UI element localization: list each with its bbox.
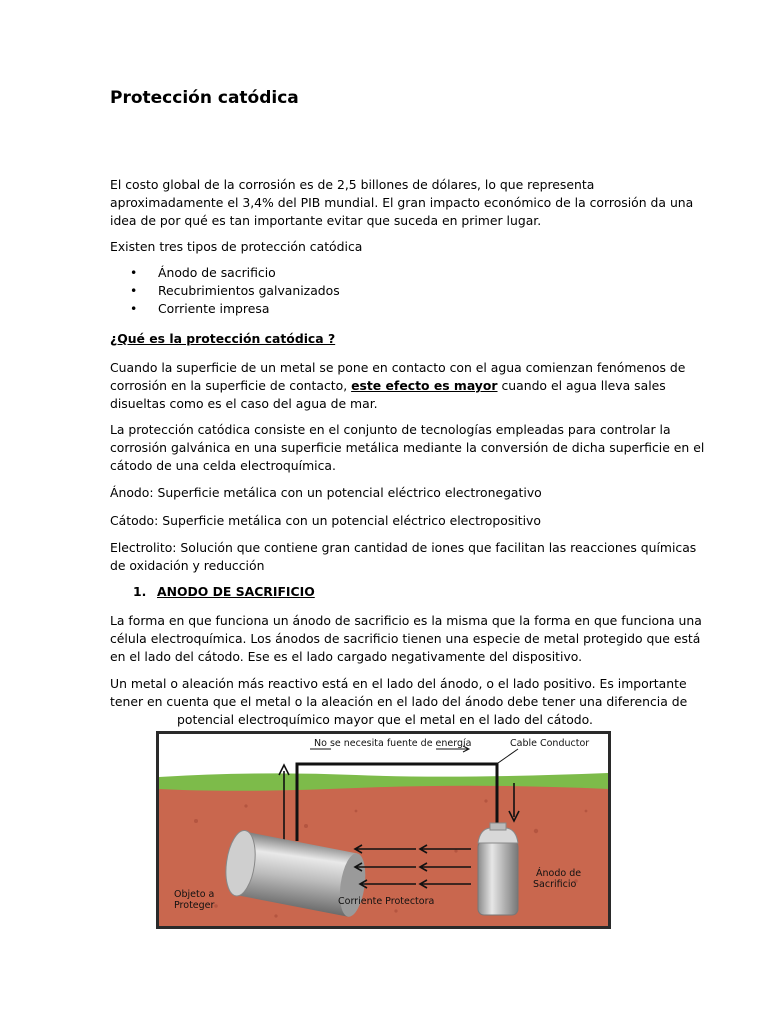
centered-line: potencial electroquímico mayor que el metal en el lado del cátodo. <box>177 712 593 727</box>
sacrificial-line: en el lado del cátodo. Ese es el lado cargado negativamente del dispositivo. <box>110 649 583 664</box>
sacrificial-line: célula electroquímica. Los ánodos de sacrificio tienen una especie de metal protegido que está <box>110 631 701 646</box>
electrolyte-definition <box>110 539 697 575</box>
cable-label: Cable Conductor <box>510 738 590 749</box>
types-intro <box>110 238 670 256</box>
list-item-label: Corriente impresa <box>158 301 270 316</box>
anode-label-line2: Sacrificio <box>533 879 577 890</box>
centered-line: tener en cuenta que el metal o la aleación en el lado del ánodo debe tener una diferencia de <box>110 694 688 709</box>
contact-paragraph <box>110 359 686 413</box>
contact-line: Cuando la superficie de un metal se pone en contacto con el agua comienzan fenómenos de <box>110 360 686 375</box>
sacrificial-paragraph <box>110 612 702 666</box>
current-label: Corriente Protectora <box>338 896 435 907</box>
section-heading <box>133 584 315 599</box>
no-energy-label: No se necesita fuente de energía <box>314 738 472 749</box>
cathode-definition-text: Cátodo: Superficie metálica con un potencial eléctrico electropositivo <box>110 513 541 528</box>
bullet-icon: • <box>130 283 138 298</box>
list-item-label: Ánodo de sacrificio <box>158 265 276 280</box>
anode-definition <box>110 484 670 502</box>
object-label-line1: Objeto a <box>174 889 215 900</box>
types-intro-text: Existen tres tipos de protección catódica <box>110 239 363 254</box>
list-item-label: Recubrimientos galvanizados <box>158 283 340 298</box>
intro-line: El costo global de la corrosión es de 2,5 billones de dólares, lo que representa <box>110 177 595 192</box>
electrolyte-line: Electrolito: Solución que contiene gran cantidad de iones que facilitan las reacciones químicas <box>110 540 697 555</box>
definition-line: corrosión galvánica en una superficie metálica mediante la conversión de dicha superficie en el <box>110 440 705 455</box>
contact-line-before: corrosión en la superficie de contacto, <box>110 378 352 393</box>
intro-line: idea de por qué es tan importante evitar que suceda en primer lugar. <box>110 213 542 228</box>
intro-paragraph <box>110 176 694 230</box>
cathodic-protection-figure <box>156 731 611 929</box>
list-item <box>110 282 340 300</box>
centered-line: Un metal o aleación más reactivo está en el lado del ánodo, o el lado positivo. Es importante <box>110 676 687 691</box>
list-item <box>110 264 340 282</box>
object-label-line2: Proteger <box>174 900 215 911</box>
cathode-definition <box>110 512 670 530</box>
bullet-icon: • <box>130 301 138 316</box>
definition-paragraph <box>110 421 705 475</box>
anode-definition-text: Ánodo: Superficie metálica con un potencial eléctrico electronegativo <box>110 485 542 500</box>
page-title: Protección catódica <box>110 88 299 108</box>
contact-line <box>110 377 670 395</box>
section-number: 1. <box>133 584 147 599</box>
section-title: ANODO DE SACRIFICIO <box>157 584 315 599</box>
figure-illustration <box>156 731 611 929</box>
sacrificial-line: La forma en que funciona un ánodo de sacrificio es la misma que la forma en que funciona una <box>110 613 702 628</box>
electrolyte-line: de oxidación y reducción <box>110 558 265 573</box>
types-list <box>110 264 340 318</box>
list-item <box>110 300 340 318</box>
centered-paragraph <box>110 675 688 729</box>
definition-line: cátodo de una celda electroquímica. <box>110 458 336 473</box>
question-heading: ¿Qué es la protección catódica ? <box>110 331 336 346</box>
definition-line: La protección catódica consiste en el conjunto de tecnologías empleadas para controlar la <box>110 422 671 437</box>
sacrificial-anode <box>478 823 518 915</box>
contact-line-after: cuando el agua lleva sales <box>497 378 666 393</box>
bullet-icon: • <box>130 265 138 280</box>
anode-label-line1: Ánodo de <box>536 868 582 879</box>
intro-line: aproximadamente el 3,4% del PIB mundial. El gran impacto económico de la corrosión da una <box>110 195 694 210</box>
contact-line: disueltas como es el caso del agua de mar. <box>110 396 378 411</box>
contact-emphasis: este efecto es mayor <box>351 378 498 393</box>
